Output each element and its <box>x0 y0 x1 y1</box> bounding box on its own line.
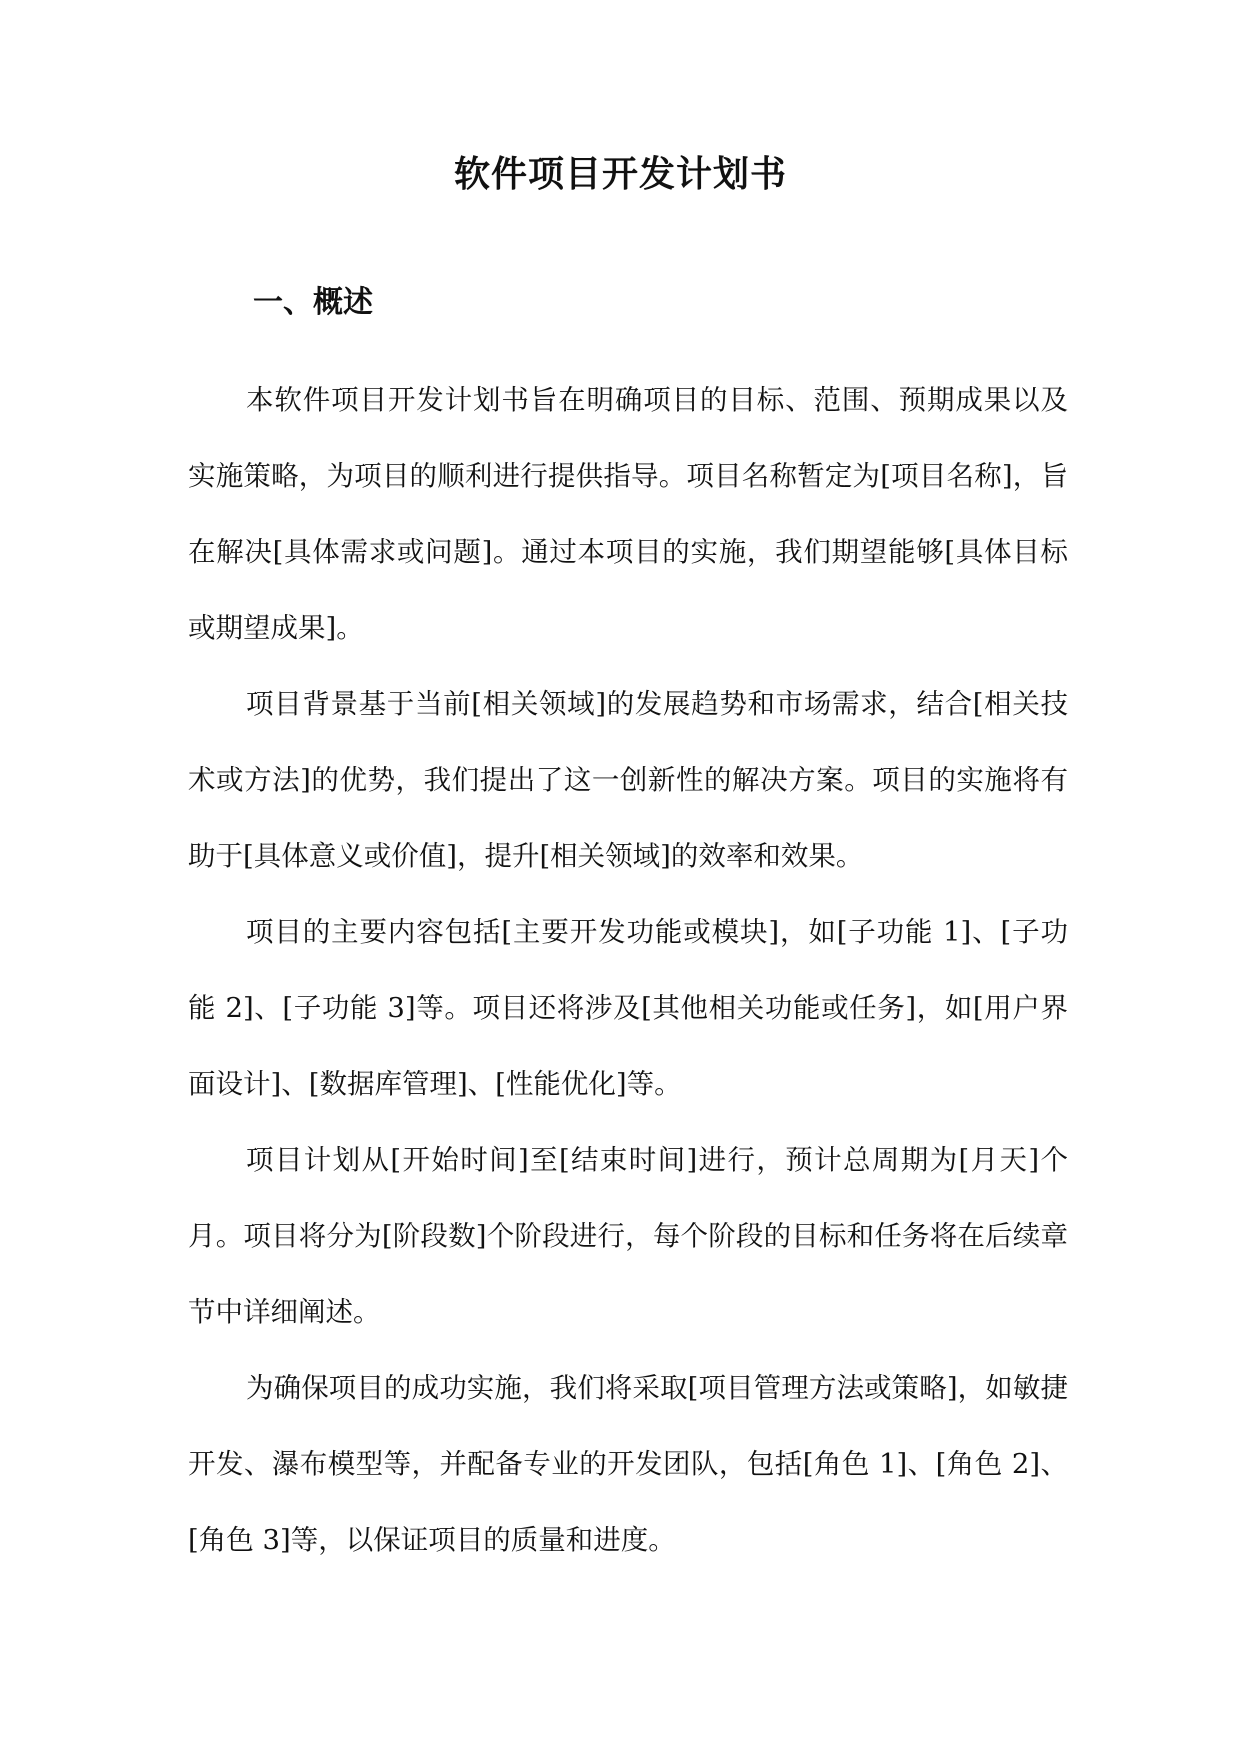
paragraph-2: 项目背景基于当前[相关领域]的发展趋势和市场需求，结合[相关技术或方法]的优势，我们提出了这一创新性的解决方案。项目的实施将有助于[具体意义或价值]，提升[相关领域]的效率和效果。 <box>188 688 1068 872</box>
paragraph-1: 本软件项目开发计划书旨在明确项目的目标、范围、预期成果以及实施策略，为项目的顺利进行提供指导。项目名称暂定为[项目名称]，旨在解决[具体需求或问题]。通过本项目的实施，我们期望能够[具体目标或期望成果]。 <box>188 384 1068 644</box>
paragraph-5: 为确保项目的成功实施，我们将采取[项目管理方法或策略]，如敏捷开发、瀑布模型等，并配备专业的开发团队，包括[角色 1]、[角色 2]、[角色 3]等，以保证项目的质量和进度。 <box>188 1372 1068 1556</box>
paragraph-3: 项目的主要内容包括[主要开发功能或模块]，如[子功能 1]、[子功能 2]、[子功能 3]等。项目还将涉及[其他相关功能或任务]，如[用户界面设计]、[数据库管理]、[性能优化]等。 <box>188 916 1068 1100</box>
section-body <box>188 362 1068 1578</box>
paragraph-4: 项目计划从[开始时间]至[结束时间]进行，预计总周期为[月天]个月。项目将分为[阶段数]个阶段进行，每个阶段的目标和任务将在后续章节中详细阐述。 <box>188 1144 1068 1328</box>
section-heading-overview: 一、概述 <box>253 285 373 320</box>
document-title: 软件项目开发计划书 <box>453 154 787 195</box>
